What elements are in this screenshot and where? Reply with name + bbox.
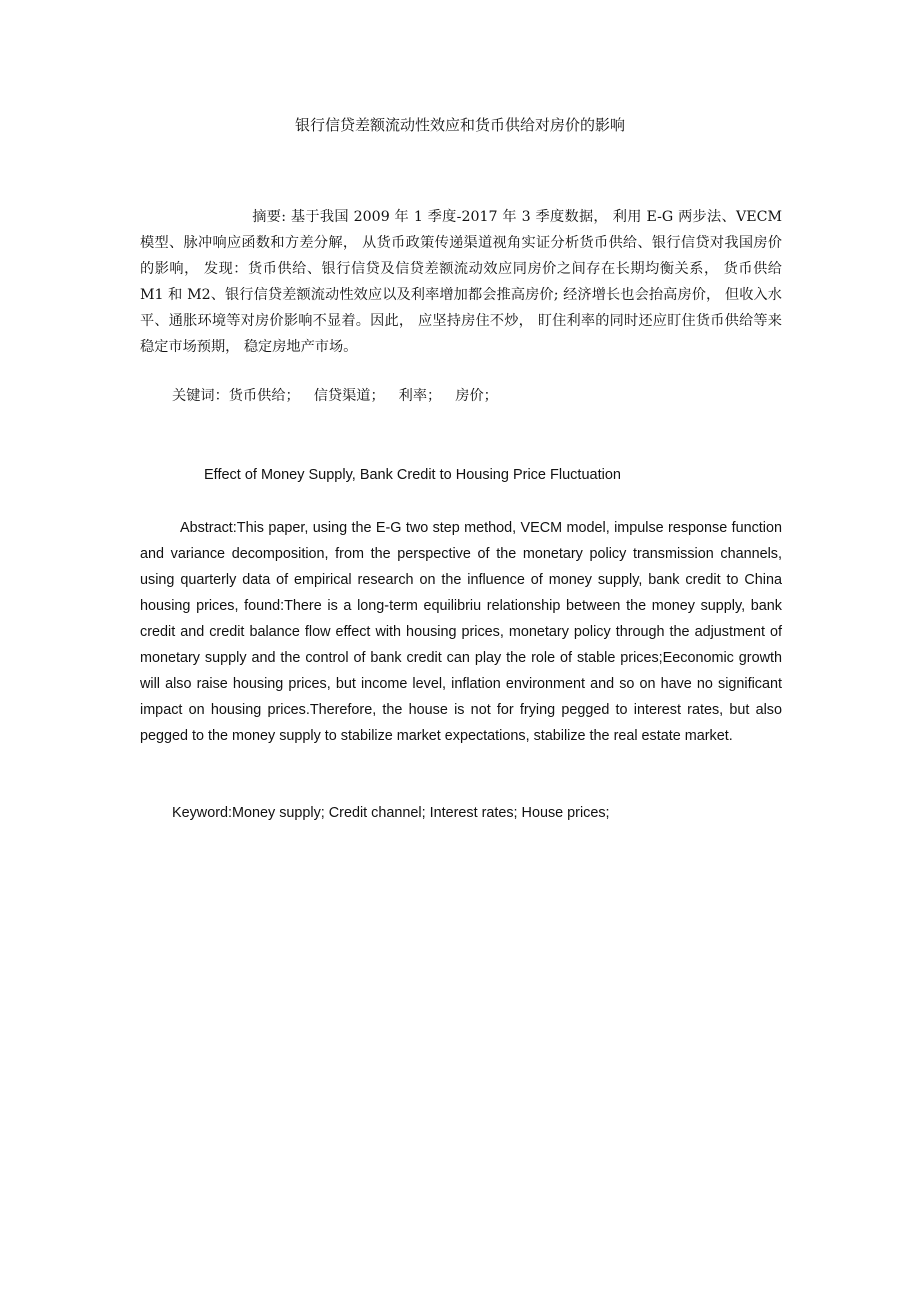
chinese-keyword: 信贷渠道； [313,388,385,404]
chinese-abstract-label: 摘要: [252,209,287,225]
english-abstract-label: Abstract: [180,520,237,536]
english-keywords-label: Keyword: [172,805,232,821]
chinese-abstract [140,204,782,360]
chinese-abstract-text: 基于我国 2009 年 1 季度-2017 年 3 季度数据， 利用 E-G 两步法、VECM 模型、脉冲响应函数和方差分解， 从货币政策传递渠道视角实证分析货币供给、银行信贷对我国房价的影响， 发现：货币供给、银行信贷及信贷差额流动效应同房价之间存在长期均衡关系， 货币供给 M1 和 M2、银行信贷差额流动性效应以及利率增加都会推高房价; 经济增长也会抬高房价， 但收入水平、通胀环境等对房价影响不显着。因此， 应坚持房住不炒， 盯住利率的同时还应盯住货币供给等来稳定市场预期， 稳定房地产市场。 [140,209,783,355]
chinese-title: 银行信贷差额流动性效应和货币供给对房价的影响 [294,116,625,134]
chinese-keyword: 利率； [398,388,442,404]
english-keywords [172,802,782,824]
english-keywords-text: Money supply; Credit channel; Interest rates; House prices; [232,805,610,821]
chinese-keywords [172,385,782,407]
english-title: Effect of Money Supply, Bank Credit to Housing Price Fluctuation [204,467,621,483]
chinese-keyword: 房价； [455,388,498,404]
chinese-keyword: 货币供给； [228,388,300,404]
english-abstract [140,515,782,749]
chinese-keywords-label: 关键词： [172,388,229,404]
english-abstract-text: This paper, using the E-G two step method, VECM model, impulse response function and variance decomposition, from the perspective of the monetary policy transmission channels, using quarterly data of empirical research on the influence of money supply, bank credit to China housing prices, found:There is a long-term equilibriu relationship between the money supply, bank credit and credit balance flow effect with housing prices, monetary policy through the adjustment of monetary supply and the control of bank credit can play the role of stable prices;Eeconomic growth will also raise housing prices, but income level, inflation environment and so on have no significant impact on housing prices.Therefore, the house is not for frying pegged to interest rates, but also pegged to the money supply to stabilize market expectations, stabilize the real estate market. [140,520,782,744]
